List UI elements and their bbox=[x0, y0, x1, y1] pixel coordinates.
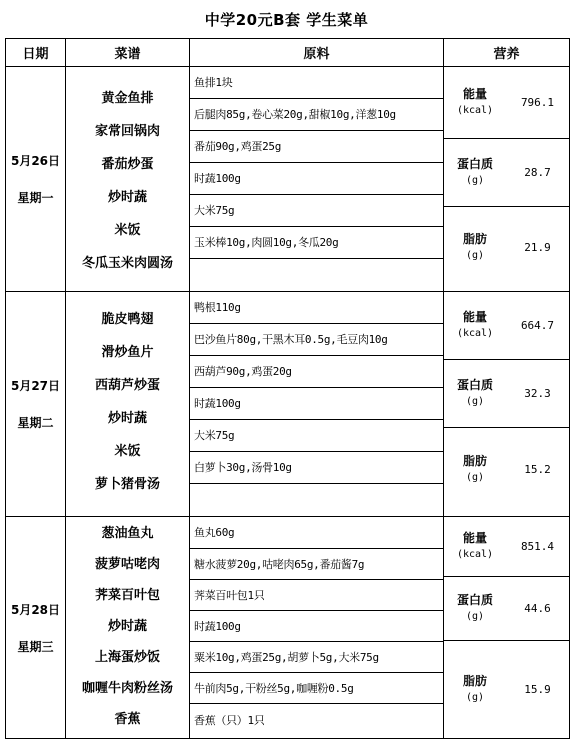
ingredient-item: 粟米10g,鸡蛋25g,胡萝卜5g,大米75g bbox=[190, 642, 443, 673]
protein-label: 蛋白质 bbox=[456, 157, 493, 171]
dish-item: 米饭 bbox=[114, 223, 141, 238]
ingredient-item: 白萝卜30g,汤骨10g bbox=[190, 452, 443, 484]
fat-unit: (g) bbox=[465, 471, 485, 483]
dish-list bbox=[66, 517, 190, 739]
ingredient-item: 香蕉（只）1只 bbox=[194, 714, 265, 727]
protein-unit: (g) bbox=[465, 611, 485, 622]
day-date: 5月26日 bbox=[10, 154, 61, 168]
ingredient-item: 时蔬100g bbox=[190, 163, 443, 195]
ingredient-item: 糖水菠萝20g,咕咾肉65g,番茄酱7g bbox=[190, 549, 443, 580]
protein-value: 44.6 bbox=[524, 602, 551, 615]
dish-item: 家常回锅肉 bbox=[94, 124, 160, 139]
nutrition-cell bbox=[444, 67, 570, 292]
fat-value: 15.9 bbox=[524, 682, 551, 696]
ingredient-item: 时蔬100g bbox=[190, 388, 443, 420]
dish-item: 黄金鱼排 bbox=[101, 91, 154, 106]
ingredient-list bbox=[190, 292, 444, 517]
day-cell bbox=[6, 517, 66, 739]
ingredient-item: 番茄90g,鸡蛋25g bbox=[190, 131, 443, 163]
menu-title: 中学20元B套 学生菜单 bbox=[204, 11, 369, 29]
day-cell bbox=[6, 292, 66, 517]
fat-label: 脂肪 bbox=[462, 673, 487, 688]
protein-value: 28.7 bbox=[524, 166, 551, 179]
protein-unit: (g) bbox=[465, 175, 485, 186]
dish-item: 冬瓜玉米肉圆汤 bbox=[81, 256, 173, 271]
energy-label: 能量 bbox=[462, 310, 487, 324]
ingredient-item: 鱼丸60g bbox=[190, 517, 443, 549]
nutrition-cell bbox=[444, 292, 570, 517]
dish-item: 炒时蔬 bbox=[107, 619, 147, 634]
nutrition-fat bbox=[444, 207, 569, 287]
fat-unit: (g) bbox=[465, 249, 485, 261]
dish-item: 炒时蔬 bbox=[107, 190, 147, 205]
nutrition-energy bbox=[444, 517, 569, 577]
nutrition-cell bbox=[444, 517, 570, 739]
ingredient-item: 荠菜百叶包1只 bbox=[190, 580, 443, 611]
fat-value: 15.2 bbox=[524, 462, 551, 476]
header-date: 日期 bbox=[6, 39, 66, 67]
day-row bbox=[6, 292, 570, 517]
ingredient-item: 大米75g bbox=[190, 195, 443, 227]
dish-item: 炒时蔬 bbox=[107, 411, 147, 426]
ingredient-item-empty bbox=[190, 259, 443, 291]
ingredient-list bbox=[190, 517, 444, 739]
protein-value: 32.3 bbox=[524, 387, 551, 400]
nutrition-fat bbox=[444, 641, 569, 737]
ingredient-item: 牛前肉5g,干粉丝5g,咖喱粉0.5g bbox=[190, 673, 443, 704]
fat-label: 脂肪 bbox=[462, 231, 487, 246]
dish-item: 荠菜百叶包 bbox=[94, 588, 160, 603]
dish-item: 西葫芦炒蛋 bbox=[94, 378, 160, 393]
energy-unit: (kcal) bbox=[456, 549, 494, 560]
energy-unit: (kcal) bbox=[456, 328, 494, 339]
energy-label: 能量 bbox=[462, 87, 487, 101]
day-date: 5月27日 bbox=[10, 379, 61, 393]
ingredient-item: 玉米棒10g,肉圆10g,冬瓜20g bbox=[190, 227, 443, 259]
ingredient-item: 巴沙鱼片80g,干黑木耳0.5g,毛豆肉10g bbox=[190, 324, 443, 356]
day-weekday: 星期一 bbox=[17, 191, 54, 205]
dish-item: 番茄炒蛋 bbox=[101, 157, 154, 172]
energy-value: 796.1 bbox=[520, 96, 555, 109]
dish-item: 香蕉 bbox=[114, 712, 141, 727]
day-row bbox=[6, 517, 570, 739]
dish-item: 滑炒鱼片 bbox=[101, 345, 154, 360]
dish-item: 菠萝咕咾肉 bbox=[94, 557, 160, 572]
menu-table bbox=[5, 38, 570, 739]
protein-label: 蛋白质 bbox=[456, 593, 493, 607]
ingredient-item: 大米75g bbox=[190, 420, 443, 452]
header-row bbox=[6, 39, 570, 67]
energy-value: 664.7 bbox=[520, 319, 555, 332]
fat-value: 21.9 bbox=[524, 240, 551, 254]
ingredient-item: 西葫芦90g,鸡蛋20g bbox=[190, 356, 443, 388]
energy-unit: (kcal) bbox=[456, 105, 494, 116]
nutrition-energy bbox=[444, 67, 569, 139]
nutrition-protein bbox=[444, 360, 569, 428]
dish-item: 咖喱牛肉粉丝汤 bbox=[81, 681, 173, 696]
ingredient-list bbox=[190, 67, 444, 292]
dish-item: 萝卜猪骨汤 bbox=[94, 477, 160, 492]
day-date: 5月28日 bbox=[10, 602, 61, 617]
ingredient-item: 鸭根110g bbox=[190, 292, 443, 324]
dish-list bbox=[66, 292, 190, 517]
fat-label: 脂肪 bbox=[462, 453, 487, 468]
protein-label: 蛋白质 bbox=[456, 378, 493, 392]
dish-item: 脆皮鸭翅 bbox=[101, 312, 154, 327]
nutrition-energy bbox=[444, 292, 569, 360]
header-ingredients: 原料 bbox=[190, 39, 444, 67]
nutrition-protein bbox=[444, 577, 569, 641]
nutrition-protein bbox=[444, 139, 569, 207]
protein-unit: (g) bbox=[465, 396, 485, 407]
header-dishes: 菜谱 bbox=[66, 39, 190, 67]
day-weekday: 星期二 bbox=[17, 416, 54, 430]
header-nutrition: 营养 bbox=[444, 39, 570, 67]
ingredient-item: 时蔬100g bbox=[190, 611, 443, 642]
dish-list bbox=[66, 67, 190, 292]
dish-item: 米饭 bbox=[114, 444, 141, 459]
day-row bbox=[6, 67, 570, 292]
ingredient-item-empty bbox=[190, 484, 443, 516]
day-weekday: 星期三 bbox=[17, 639, 54, 654]
ingredient-item: 鱼排1块 bbox=[190, 67, 443, 99]
day-cell bbox=[6, 67, 66, 292]
energy-label: 能量 bbox=[462, 531, 487, 545]
nutrition-fat bbox=[444, 428, 569, 510]
dish-item: 葱油鱼丸 bbox=[101, 526, 154, 541]
energy-value: 851.4 bbox=[520, 540, 555, 553]
ingredient-item: 后腿肉85g,卷心菜20g,甜椒10g,洋葱10g bbox=[190, 99, 443, 131]
dish-item: 上海蛋炒饭 bbox=[94, 650, 160, 665]
fat-unit: (g) bbox=[465, 691, 485, 703]
